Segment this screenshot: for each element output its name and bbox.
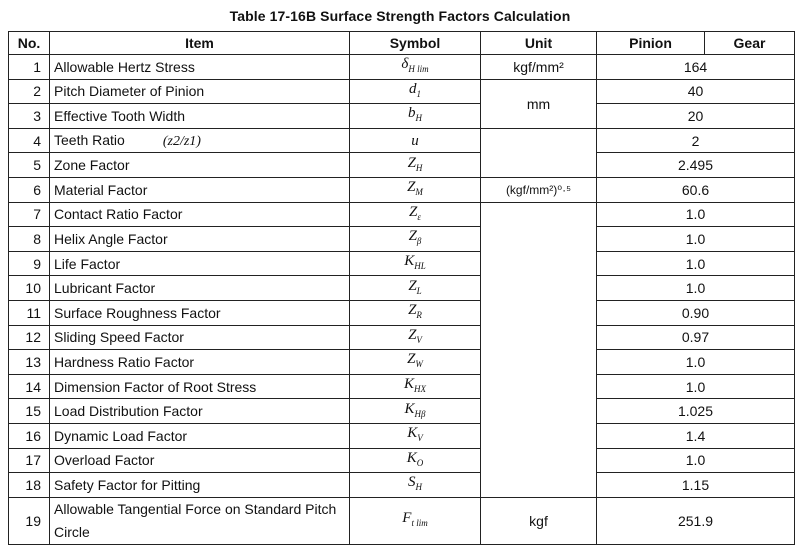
item-text: Teeth Ratio xyxy=(54,131,125,148)
symbol-base: Z xyxy=(408,277,417,294)
row-item: Lubricant Factor xyxy=(50,276,350,301)
row-symbol xyxy=(350,350,481,375)
symbol-sub: V xyxy=(417,433,423,444)
symbol-base: K xyxy=(404,400,415,417)
row-item xyxy=(50,128,350,153)
header-gear: Gear xyxy=(705,32,795,55)
symbol-sub: β xyxy=(416,236,422,247)
row-item: Dynamic Load Factor xyxy=(50,423,350,448)
header-item: Item xyxy=(50,32,350,55)
unit-cell-empty xyxy=(481,202,597,497)
symbol-base: K xyxy=(403,376,414,393)
row-no: 9 xyxy=(9,251,50,276)
row-symbol xyxy=(350,448,481,473)
header-unit: Unit xyxy=(481,32,597,55)
row-value: 2.495 xyxy=(597,153,795,178)
table-row xyxy=(9,350,795,375)
row-item: Effective Tooth Width xyxy=(50,104,350,129)
unit-cell: kgf xyxy=(481,497,597,544)
row-value: 1.0 xyxy=(597,448,795,473)
symbol-sub: H xyxy=(415,113,422,124)
row-no: 8 xyxy=(9,227,50,252)
row-value: 1.0 xyxy=(597,276,795,301)
row-value: 40 xyxy=(597,79,795,104)
row-no: 18 xyxy=(9,473,50,498)
table-row xyxy=(9,202,795,227)
unit-cell: kgf/mm² xyxy=(481,55,597,80)
row-symbol xyxy=(350,227,481,252)
symbol-sub: HL xyxy=(414,261,426,272)
row-symbol xyxy=(350,325,481,350)
symbol-base: Z xyxy=(407,154,416,171)
row-symbol xyxy=(350,473,481,498)
symbol-sub: t lim xyxy=(411,518,428,529)
symbol-sub: L xyxy=(416,285,422,296)
row-value: 1.0 xyxy=(597,374,795,399)
row-no: 1 xyxy=(9,55,50,80)
symbol-base: b xyxy=(408,105,416,122)
symbol-base: K xyxy=(406,449,417,466)
symbol-sub: HX xyxy=(414,384,426,395)
item-ratio: (z2/z1) xyxy=(162,133,201,149)
symbol-sub: Hβ xyxy=(414,408,426,419)
row-no: 4 xyxy=(9,128,50,153)
row-value: 164 xyxy=(597,55,795,80)
row-no: 10 xyxy=(9,276,50,301)
row-item: Overload Factor xyxy=(50,448,350,473)
row-value: 1.0 xyxy=(597,350,795,375)
row-item: Safety Factor for Pitting xyxy=(50,473,350,498)
row-item: Allowable Tangential Force on Standard Pitch Circle xyxy=(50,497,350,544)
symbol-sub: O xyxy=(416,457,424,468)
symbol-base: d xyxy=(409,80,417,97)
symbol-base: Z xyxy=(408,228,417,245)
table-row xyxy=(9,153,795,178)
row-symbol xyxy=(350,104,481,129)
row-no: 17 xyxy=(9,448,50,473)
symbol-sub: M xyxy=(415,187,423,198)
table-row xyxy=(9,104,795,129)
symbol-sub: H xyxy=(415,162,423,173)
row-item: Contact Ratio Factor xyxy=(50,202,350,227)
table-row xyxy=(9,497,795,544)
symbol-sub: 1 xyxy=(416,88,421,99)
row-value: 0.90 xyxy=(597,300,795,325)
row-value: 1.0 xyxy=(597,251,795,276)
row-item: Zone Factor xyxy=(50,153,350,178)
table-row xyxy=(9,399,795,424)
row-no: 7 xyxy=(9,202,50,227)
row-no: 5 xyxy=(9,153,50,178)
row-item: Dimension Factor of Root Stress xyxy=(50,374,350,399)
row-symbol xyxy=(350,399,481,424)
row-item: Hardness Ratio Factor xyxy=(50,350,350,375)
row-item: Helix Angle Factor xyxy=(50,227,350,252)
row-value: 1.15 xyxy=(597,473,795,498)
symbol-base: F xyxy=(402,510,412,527)
table-row xyxy=(9,423,795,448)
table-row xyxy=(9,55,795,80)
row-value: 0.97 xyxy=(597,325,795,350)
row-no: 2 xyxy=(9,79,50,104)
surface-strength-table xyxy=(8,31,795,545)
symbol-base: K xyxy=(404,253,415,270)
row-value: 20 xyxy=(597,104,795,129)
row-item: Pitch Diameter of Pinion xyxy=(50,79,350,104)
header-no: No. xyxy=(9,32,50,55)
table-row xyxy=(9,251,795,276)
row-no: 16 xyxy=(9,423,50,448)
table-row xyxy=(9,276,795,301)
unit-cell: (kgf/mm²)⁰·⁵ xyxy=(481,177,597,202)
symbol-sub: H xyxy=(415,482,422,493)
unit-cell: mm xyxy=(481,79,597,128)
symbol-base: Z xyxy=(409,203,418,220)
row-item: Life Factor xyxy=(50,251,350,276)
symbol-base: Z xyxy=(407,179,416,196)
row-item: Material Factor xyxy=(50,177,350,202)
row-symbol xyxy=(350,55,481,80)
symbol-sub: ε xyxy=(417,211,421,222)
row-symbol xyxy=(350,300,481,325)
row-symbol xyxy=(350,374,481,399)
row-value: 1.0 xyxy=(597,227,795,252)
row-symbol xyxy=(350,153,481,178)
table-row xyxy=(9,325,795,350)
row-value: 1.4 xyxy=(597,423,795,448)
row-value: 60.6 xyxy=(597,177,795,202)
table-row xyxy=(9,128,795,153)
row-symbol xyxy=(350,497,481,544)
table-row xyxy=(9,300,795,325)
header-pinion: Pinion xyxy=(597,32,705,55)
row-symbol xyxy=(350,177,481,202)
header-symbol: Symbol xyxy=(350,32,481,55)
row-no: 13 xyxy=(9,350,50,375)
symbol-base: δ xyxy=(401,56,409,73)
row-value: 2 xyxy=(597,128,795,153)
row-item: Sliding Speed Factor xyxy=(50,325,350,350)
row-value: 1.025 xyxy=(597,399,795,424)
symbol-sub: H lim xyxy=(408,64,429,75)
row-no: 14 xyxy=(9,374,50,399)
symbol-sub: W xyxy=(415,359,423,370)
row-symbol xyxy=(350,423,481,448)
row-value: 251.9 xyxy=(597,497,795,544)
row-item: Allowable Hertz Stress xyxy=(50,55,350,80)
row-no: 11 xyxy=(9,300,50,325)
symbol-base: S xyxy=(408,474,416,491)
symbol-base: K xyxy=(407,425,418,442)
unit-cell-empty xyxy=(481,128,597,177)
symbol-sub: R xyxy=(416,310,422,321)
row-no: 15 xyxy=(9,399,50,424)
symbol-base: u xyxy=(411,132,419,149)
row-symbol xyxy=(350,276,481,301)
table-title: Table 17-16B Surface Strength Factors Calculation xyxy=(229,8,571,24)
row-no: 12 xyxy=(9,325,50,350)
table-row xyxy=(9,374,795,399)
table-row xyxy=(9,473,795,498)
row-symbol xyxy=(350,251,481,276)
symbol-base: Z xyxy=(407,351,416,368)
row-symbol xyxy=(350,128,481,153)
row-no: 6 xyxy=(9,177,50,202)
table-row xyxy=(9,177,795,202)
row-value: 1.0 xyxy=(597,202,795,227)
table-row xyxy=(9,79,795,104)
row-item: Surface Roughness Factor xyxy=(50,300,350,325)
symbol-base: Z xyxy=(408,302,417,319)
row-item: Load Distribution Factor xyxy=(50,399,350,424)
row-symbol xyxy=(350,202,481,227)
header-row xyxy=(9,32,795,55)
table-row xyxy=(9,448,795,473)
row-no: 19 xyxy=(9,497,50,544)
symbol-base: Z xyxy=(408,326,417,343)
symbol-sub: V xyxy=(416,334,422,345)
table-row xyxy=(9,227,795,252)
row-symbol xyxy=(350,79,481,104)
row-no: 3 xyxy=(9,104,50,129)
